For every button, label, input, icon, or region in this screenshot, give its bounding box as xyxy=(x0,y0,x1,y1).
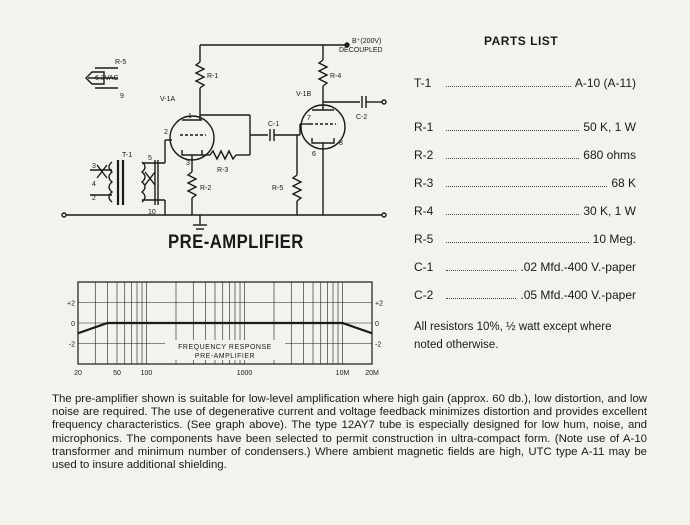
pin-label: 2 xyxy=(92,195,96,202)
c1-label: C-1 xyxy=(268,121,280,128)
leader-dots xyxy=(446,77,571,87)
resistor-note: All resistors 10%, ½ watt except where noted otherwise. xyxy=(414,321,612,351)
pin-label: 4 xyxy=(92,181,96,188)
y-tick-label: 0 xyxy=(375,321,379,328)
part-id: C-2 xyxy=(414,288,434,302)
x-tick-label: 100 xyxy=(140,370,153,377)
pin-label: 2 xyxy=(164,129,168,136)
leader-dots xyxy=(446,121,579,131)
pin-label: 5 xyxy=(148,155,152,162)
parts-list-item xyxy=(414,176,636,192)
parts-list-item xyxy=(414,260,636,276)
part-id: R-5 xyxy=(414,232,434,246)
frequency-response-svg xyxy=(60,276,390,382)
part-value: 10 Meg. xyxy=(592,232,636,246)
parts-list-heading: PARTS LIST xyxy=(484,34,559,48)
r5-label: R-5 xyxy=(272,185,284,192)
heater-voltage-label: 6.3VAC xyxy=(95,75,119,82)
pin-label: 3 xyxy=(186,160,190,167)
part-value: .02 Mfd.-400 V.-paper xyxy=(520,260,636,274)
part-value: 50 K, 1 W xyxy=(583,120,636,134)
pin-label: 6 xyxy=(312,151,316,158)
v1a-label: V-1A xyxy=(160,96,176,103)
part-value: A-10 (A-11) xyxy=(574,76,636,90)
part-value: 30 K, 1 W xyxy=(583,204,636,218)
part-value: .05 Mfd.-400 V.-paper xyxy=(520,288,636,302)
pin-label: 9 xyxy=(120,93,124,100)
v1b-label: V-1B xyxy=(296,91,312,98)
t1-label: T-1 xyxy=(122,152,133,159)
parts-list-item xyxy=(414,204,636,220)
parts-list-item xyxy=(414,76,636,92)
y-tick-label: +2 xyxy=(375,300,383,308)
pin-label: 1 xyxy=(188,113,192,120)
r4-label: R-4 xyxy=(330,73,342,80)
y-tick-label: +2 xyxy=(67,300,75,308)
b-plus-label: B⁺(200V) xyxy=(352,38,382,45)
c2-label: C-2 xyxy=(356,114,368,121)
x-tick-label: 1000 xyxy=(236,370,253,377)
leader-dots xyxy=(446,149,579,159)
chart-title: FREQUENCY RESPONSE xyxy=(178,344,272,351)
part-id: R-3 xyxy=(414,176,434,190)
part-id: T-1 xyxy=(414,76,432,90)
part-id: R-1 xyxy=(414,120,434,134)
part-value: 68 K xyxy=(611,176,636,190)
leader-dots xyxy=(446,289,516,299)
y-tick-label: -2 xyxy=(68,341,75,349)
preamp-schematic xyxy=(0,0,400,235)
pin-label: 10 xyxy=(148,209,156,216)
response-curve xyxy=(78,323,372,333)
x-tick-label: 50 xyxy=(113,370,121,377)
pin-label: 7 xyxy=(307,115,311,122)
r1-label: R-1 xyxy=(207,73,219,80)
parts-list-item xyxy=(414,288,636,304)
y-tick-label: 0 xyxy=(71,321,75,328)
r2-label: R-2 xyxy=(200,185,212,192)
page-title: PRE-AMPLIFIER xyxy=(168,232,304,253)
part-value: 680 ohms xyxy=(583,148,636,162)
part-id: R-2 xyxy=(414,148,434,162)
leader-dots xyxy=(446,261,516,271)
pin-label: 3 xyxy=(92,163,96,170)
heater-ref-label: R-5 xyxy=(115,59,127,66)
r3-label: R-3 xyxy=(217,167,229,174)
frequency-response-graph xyxy=(60,276,390,387)
decoupled-label: DECOUPLED xyxy=(339,47,383,54)
chart-title: PRE-AMPLIFIER xyxy=(194,353,256,360)
leader-dots xyxy=(446,233,589,243)
x-tick-label: 20M xyxy=(365,370,379,377)
parts-list-item xyxy=(414,148,636,164)
x-tick-label: 10M xyxy=(335,370,350,377)
leader-dots xyxy=(446,205,579,215)
y-tick-label: -2 xyxy=(375,341,382,349)
part-id: R-4 xyxy=(414,204,434,218)
x-tick-label: 20 xyxy=(74,370,82,377)
parts-list-item xyxy=(414,232,636,248)
body-paragraph: The pre-amplifier shown is suitable for low-level amplification where high gain (approx. 60 db.), low distortion, and low noise are required. The use of degenerative current and voltage feedback minimizes distortion and provides excellent frequency characteristics. (See graph above). The type 12AY7 tube is especially designed for low hum, noise, and microphonics. The components have been selected to permit construction in ultra-compact form. (Note use of A-10 transformer and minimum number of condensers.) Where ambient magnetic fields are high, UTC type A-11 may be used to insure additional shielding. xyxy=(52,393,647,472)
part-id: C-1 xyxy=(414,260,434,274)
parts-list-item xyxy=(414,120,636,136)
pin-label: 8 xyxy=(339,140,343,147)
leader-dots xyxy=(446,177,607,187)
